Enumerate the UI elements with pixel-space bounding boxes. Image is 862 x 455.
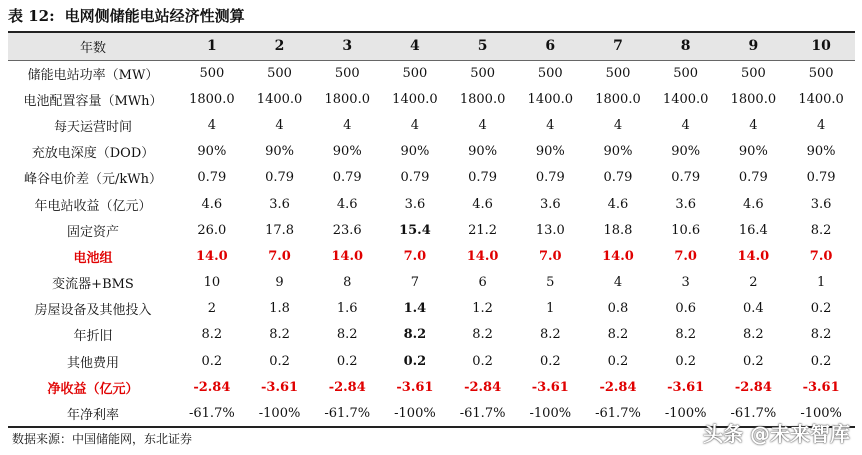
table-cell: 0.79 — [468, 170, 498, 186]
table-cell: 90% — [265, 144, 294, 160]
table-cell: 7.0 — [538, 248, 562, 264]
table-cell: 0.2 — [472, 353, 493, 369]
table-cell: 0.2 — [336, 353, 358, 369]
economics-table — [8, 31, 855, 428]
table-cell: 90% — [603, 144, 633, 160]
table-row — [8, 191, 855, 217]
table-cell: 0.79 — [738, 170, 768, 186]
table-cell: 1.8 — [269, 301, 290, 317]
table-cell: -100% — [664, 405, 707, 421]
table-cell: 0.2 — [403, 353, 427, 369]
table-title — [8, 3, 245, 29]
table-cell: 4 — [275, 117, 284, 133]
table-cell: 500 — [740, 65, 766, 81]
table-cell: 500 — [334, 65, 360, 81]
table-cell: 1400.0 — [256, 91, 303, 107]
table-cell: 2 — [207, 301, 216, 317]
table-cell: 1800.0 — [730, 91, 777, 107]
table-cell: 1800.0 — [189, 91, 235, 107]
table-cell: 1400.0 — [798, 91, 844, 107]
table-cell: 4 — [613, 275, 623, 291]
table-cell: -2.84 — [328, 379, 366, 395]
table-cell: 0.79 — [535, 170, 565, 186]
table-cell: 90% — [468, 144, 498, 160]
table-cell: 4 — [343, 117, 352, 133]
table-cell: -3.61 — [396, 379, 434, 395]
table-cell: 500 — [402, 65, 428, 81]
table-cell: 90% — [671, 144, 701, 160]
table-cell: 15.4 — [399, 222, 431, 238]
table-cell: -100% — [800, 405, 842, 421]
table-row — [8, 348, 855, 374]
table-cell: -2.84 — [734, 379, 772, 395]
table-cell: 90% — [332, 144, 362, 160]
table-cell: 0.79 — [332, 170, 362, 186]
table-cell: 8.2 — [269, 327, 290, 343]
table-cell: 4.6 — [336, 196, 358, 212]
table-cell: 8.2 — [472, 327, 493, 343]
table-cell: -3.61 — [531, 379, 569, 395]
table-cell: 1400.0 — [662, 91, 709, 107]
table-cell: 10.6 — [671, 222, 701, 238]
table-cell: 1.2 — [472, 301, 493, 317]
table-cell: 0.4 — [743, 301, 764, 317]
table-cell: 1.6 — [336, 301, 358, 317]
table-cell: 9 — [275, 275, 284, 291]
row-label: 每天运营时间 — [54, 119, 133, 135]
table-cell: 4.6 — [607, 196, 629, 212]
year-header: 2 — [274, 38, 285, 55]
table-cell: 1400.0 — [527, 91, 574, 107]
table-cell: 0.2 — [539, 353, 561, 369]
table-cell: 8.2 — [810, 327, 832, 343]
table-cell: 500 — [605, 65, 631, 81]
table-cell: 8.2 — [607, 327, 629, 343]
table-cell: 4 — [207, 117, 216, 133]
table-cell: 1.4 — [403, 301, 427, 317]
table-cell: 8.2 — [403, 327, 427, 343]
table-cell: 4.6 — [743, 196, 764, 212]
table-cell: 0.2 — [607, 353, 629, 369]
table-cell: 3.6 — [810, 196, 832, 212]
table-cell: 4.6 — [201, 196, 223, 212]
table-row — [8, 86, 855, 112]
table-cell: 0.8 — [607, 301, 629, 317]
table-cell: 0.2 — [743, 353, 764, 369]
table-row — [8, 243, 855, 269]
row-label: 年净利率 — [67, 407, 120, 423]
year-header: 5 — [477, 38, 488, 55]
table-cell: 1 — [546, 301, 555, 317]
table-cell: 500 — [267, 65, 292, 81]
table-cell: 8.2 — [675, 327, 697, 343]
year-header: 6 — [545, 38, 556, 55]
year-header: 9 — [748, 38, 759, 55]
table-number: 表 12: — [8, 7, 55, 25]
table-cell: 500 — [673, 65, 699, 81]
table-cell: 14.0 — [466, 248, 499, 264]
table-cell: -61.7% — [730, 405, 777, 421]
table-cell: 4 — [681, 117, 690, 133]
table-cell: 7.0 — [809, 248, 833, 264]
table-cell: 4 — [749, 117, 758, 133]
row-label: 固定资产 — [67, 224, 120, 240]
table-cell: 6 — [478, 275, 487, 291]
table-cell: 4 — [546, 117, 555, 133]
table-cell: 3 — [681, 275, 690, 291]
table-cell: 4 — [410, 117, 420, 133]
table-cell: 17.8 — [265, 222, 295, 238]
table-cell: 7.0 — [268, 248, 291, 264]
table-cell: 0.6 — [675, 301, 697, 317]
table-cell: 0.2 — [201, 353, 223, 369]
table-cell: 8.2 — [336, 327, 358, 343]
table-cell: 0.79 — [806, 170, 836, 186]
table-row — [8, 322, 855, 348]
table-row — [8, 374, 855, 400]
table-cell: -61.7% — [459, 405, 506, 421]
table-cell: 90% — [738, 144, 768, 160]
table-title-text: 电网侧储能电站经济性测算 — [64, 7, 245, 25]
table-cell: 14.0 — [196, 248, 228, 264]
table-cell: 1800.0 — [595, 91, 641, 107]
table-cell: 1800.0 — [324, 91, 370, 107]
table-cell: 1 — [816, 275, 826, 291]
table-cell: 0.79 — [197, 170, 227, 186]
table-cell: 90% — [806, 144, 836, 160]
table-cell: -100% — [258, 405, 301, 421]
table-cell: 90% — [400, 144, 430, 160]
row-header-label: 年数 — [80, 40, 107, 56]
data-source-note: 数据来源：中国储能网，东北证券 — [12, 432, 193, 446]
year-header: 7 — [613, 38, 623, 55]
table-cell: -3.61 — [261, 379, 299, 395]
table-cell: 7 — [410, 275, 420, 291]
table-cell: 14.0 — [737, 248, 770, 264]
table-cell: 23.6 — [332, 222, 362, 238]
row-label: 充放电深度（DOD） — [31, 146, 155, 162]
year-header: 4 — [410, 38, 420, 55]
table-row — [8, 165, 855, 191]
year-header: 1 — [206, 38, 217, 55]
table-cell: 8.2 — [743, 327, 764, 343]
table-cell: 4 — [613, 117, 623, 133]
table-cell: 3.6 — [404, 196, 426, 212]
year-header: 3 — [342, 38, 353, 55]
table-cell: 2 — [749, 275, 758, 291]
table-cell: 500 — [470, 65, 496, 81]
table-row — [8, 139, 855, 165]
table-cell: 1400.0 — [392, 91, 438, 107]
table-cell: 8.2 — [539, 327, 561, 343]
table-row — [8, 217, 855, 243]
table-cell: -100% — [394, 405, 436, 421]
row-label: 储能电站功率（MW） — [27, 67, 159, 83]
row-label: 年折旧 — [73, 329, 113, 345]
table-cell: 10 — [203, 275, 221, 291]
table-row — [8, 60, 855, 86]
table-row — [8, 112, 855, 138]
table-cell: 7.0 — [403, 248, 427, 264]
row-label: 电池配置容量（MWh） — [23, 93, 163, 109]
table-cell: 14.0 — [602, 248, 634, 264]
table-cell: 500 — [537, 65, 563, 81]
table-cell: 7.0 — [674, 248, 697, 264]
table-cell: 0.2 — [269, 353, 290, 369]
table-cell: -61.7% — [189, 405, 235, 421]
table-cell: 8 — [343, 275, 352, 291]
table-cell: 500 — [199, 65, 225, 81]
table-cell: 1800.0 — [459, 91, 506, 107]
row-label: 变流器+BMS — [52, 277, 134, 293]
table-cell: 13.0 — [535, 222, 565, 238]
table-cell: 0.79 — [603, 170, 633, 186]
table-cell: -61.7% — [324, 405, 371, 421]
row-label: 房屋设备及其他投入 — [34, 303, 152, 319]
table-cell: -3.61 — [667, 379, 705, 395]
table-cell: 14.0 — [331, 248, 364, 264]
table-cell: -2.84 — [599, 379, 637, 395]
table-cell: 0.79 — [400, 170, 430, 186]
table-cell: 500 — [808, 65, 834, 81]
table-cell: -2.84 — [193, 379, 231, 395]
table-cell: 4.6 — [472, 196, 493, 212]
watermark: 头条 @未来智库 — [703, 422, 850, 446]
table-cell: 90% — [197, 144, 227, 160]
year-header: 10 — [811, 38, 831, 55]
table-cell: 3.6 — [269, 196, 290, 212]
table-cell: 26.0 — [197, 222, 227, 238]
row-label: 年电站收益（亿元） — [34, 198, 152, 214]
table-cell: 16.4 — [738, 222, 768, 238]
table-cell: -100% — [529, 405, 572, 421]
header-row — [8, 32, 855, 60]
row-label: 峰谷电价差（元/kWh） — [24, 172, 162, 188]
table-cell: 0.79 — [671, 170, 701, 186]
row-label: 电池组 — [73, 250, 113, 266]
table-cell: 8.2 — [201, 327, 223, 343]
table-cell: 0.2 — [810, 301, 832, 317]
row-label: 净收益（亿元） — [47, 381, 139, 397]
table-cell: 8.2 — [810, 222, 832, 238]
table-cell: 0.2 — [675, 353, 697, 369]
table-cell: 90% — [535, 144, 565, 160]
row-label: 其他费用 — [67, 355, 120, 371]
table-row — [8, 270, 855, 296]
table-cell: -2.84 — [464, 379, 502, 395]
table-cell: -3.61 — [802, 379, 840, 395]
table-cell: -61.7% — [595, 405, 641, 421]
table-cell: 18.8 — [603, 222, 633, 238]
table-cell: 0.79 — [265, 170, 295, 186]
table-row — [8, 296, 855, 322]
table-cell: 0.2 — [810, 353, 832, 369]
year-header: 8 — [680, 38, 691, 55]
table-cell: 3.6 — [675, 196, 697, 212]
table-cell: 4 — [478, 117, 487, 133]
table-cell: 3.6 — [539, 196, 561, 212]
table-cell: 5 — [546, 275, 555, 291]
table-cell: 4 — [816, 117, 826, 133]
table-cell: 21.2 — [468, 222, 498, 238]
